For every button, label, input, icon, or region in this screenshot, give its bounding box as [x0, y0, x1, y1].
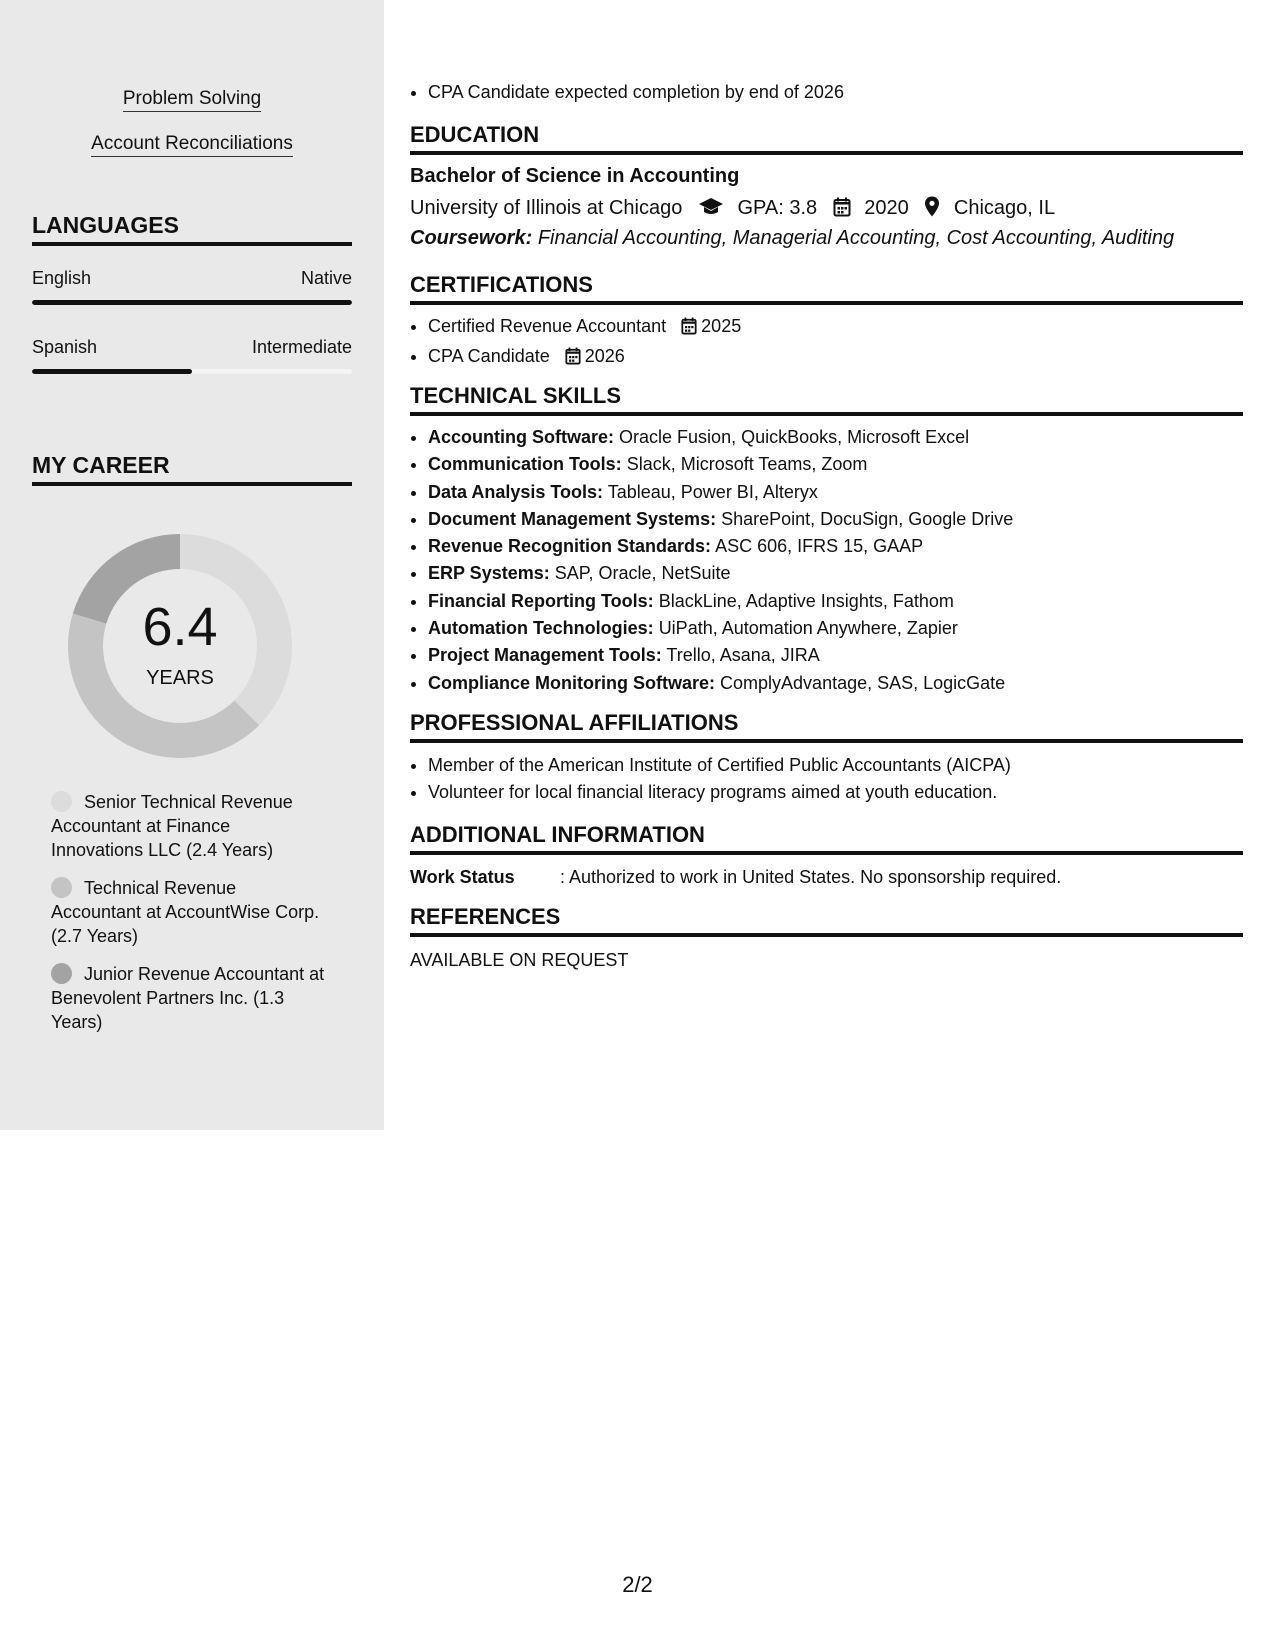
technical-skills-list [410, 424, 1261, 697]
additional-info-heading: ADDITIONAL INFORMATION [410, 822, 1243, 855]
education-school: University of Illinois at Chicago [410, 197, 683, 219]
legend-dot [51, 791, 72, 812]
education-details [410, 196, 1055, 223]
language-bar-english [32, 300, 352, 305]
education-gpa: GPA: 3.8 [737, 197, 818, 219]
language-name: English [32, 268, 92, 288]
references-heading: REFERENCES [410, 904, 1243, 937]
references-text: AVAILABLE ON REQUEST [410, 950, 629, 970]
certification-item: • Certified Revenue Accountant 2025 [428, 313, 1261, 343]
skill-problem-solving: Problem Solving [0, 88, 384, 110]
skill-item: • Automation Technologies: UiPath, Automation Anywhere, Zapier [428, 615, 1261, 642]
skill-item: • Communication Tools: Slack, Microsoft Teams, Zoom [428, 451, 1261, 478]
work-status-label: Work Status [410, 867, 515, 887]
sidebar [0, 0, 384, 1130]
education-heading: EDUCATION [410, 122, 1243, 155]
work-status-value: : Authorized to work in United States. No sponsorship required. [560, 867, 1062, 887]
career-legend-item: Technical Revenue Accountant at AccountWise Corp. (2.7 Years) [51, 878, 320, 946]
technical-skills-heading: TECHNICAL SKILLS [410, 383, 1243, 416]
certifications-list [410, 313, 1261, 374]
skill-item: • ERP Systems: SAP, Oracle, NetSuite [428, 560, 1261, 587]
certification-item: • CPA Candidate 2026 [428, 343, 1261, 373]
graduation-cap-icon [698, 197, 724, 223]
career-heading: MY CAREER [32, 452, 352, 486]
language-bar-fill [32, 300, 352, 305]
education-location: Chicago, IL [953, 197, 1056, 219]
skill-item: • Revenue Recognition Standards: ASC 606, IFRS 15, GAAP [428, 533, 1261, 560]
language-name: Spanish [32, 337, 98, 357]
education-coursework [410, 227, 1174, 250]
skill-item: • Accounting Software: Oracle Fusion, QuickBooks, Microsoft Excel [428, 424, 1261, 451]
calendar-icon [681, 316, 697, 343]
career-legend-item: Senior Technical Revenue Accountant at Finance Innovations LLC (2.4 Years) [51, 792, 293, 860]
career-legend-item: Junior Revenue Accountant at Benevolent Partners Inc. (1.3 Years) [51, 964, 325, 1032]
coursework-label: Coursework: [410, 227, 533, 249]
skill-item: • Financial Reporting Tools: BlackLine, Adaptive Insights, Fathom [428, 588, 1261, 615]
skill-item: • Data Analysis Tools: Tableau, Power BI, Alteryx [428, 479, 1261, 506]
affiliation-item: • Volunteer for local financial literacy programs aimed at youth education. [428, 779, 1261, 806]
education-degree: Bachelor of Science in Accounting [410, 165, 740, 187]
language-row-english [32, 268, 352, 289]
work-status-row [410, 867, 1061, 888]
skill-account-reconciliations: Account Reconciliations [0, 133, 384, 155]
career-total-years: 6.4 [142, 597, 218, 657]
coursework-value: Financial Accounting, Managerial Accounting, Cost Accounting, Auditing [537, 227, 1175, 249]
skill-item: • Project Management Tools: Trello, Asana, JIRA [428, 642, 1261, 669]
affiliation-item: • Member of the American Institute of Certified Public Accountants (AICPA) [428, 752, 1261, 779]
location-pin-icon [924, 196, 940, 223]
language-row-spanish [32, 337, 352, 358]
legend-dot [51, 877, 72, 898]
career-total-unit: YEARS [146, 667, 214, 689]
language-level: Native [300, 268, 352, 288]
certifications-heading: CERTIFICATIONS [410, 272, 1243, 305]
affiliations-heading: PROFESSIONAL AFFILIATIONS [410, 710, 1243, 743]
languages-heading: LANGUAGES [32, 212, 352, 246]
calendar-icon [565, 346, 581, 373]
language-bar-spanish [32, 369, 352, 374]
skill-item: • Document Management Systems: SharePoint, DocuSign, Google Drive [428, 506, 1261, 533]
calendar-icon [833, 197, 851, 223]
top-bullet-list [410, 79, 1261, 106]
list-item: • CPA Candidate expected completion by end of 2026 [428, 79, 1261, 106]
education-year: 2020 [864, 197, 909, 219]
language-bar-fill [32, 369, 192, 374]
language-level: Intermediate [251, 337, 352, 357]
legend-dot [51, 963, 72, 984]
affiliations-list [410, 752, 1261, 807]
page-number: 2/2 [622, 1572, 653, 1597]
skill-item: • Compliance Monitoring Software: ComplyAdvantage, SAS, LogicGate [428, 670, 1261, 697]
